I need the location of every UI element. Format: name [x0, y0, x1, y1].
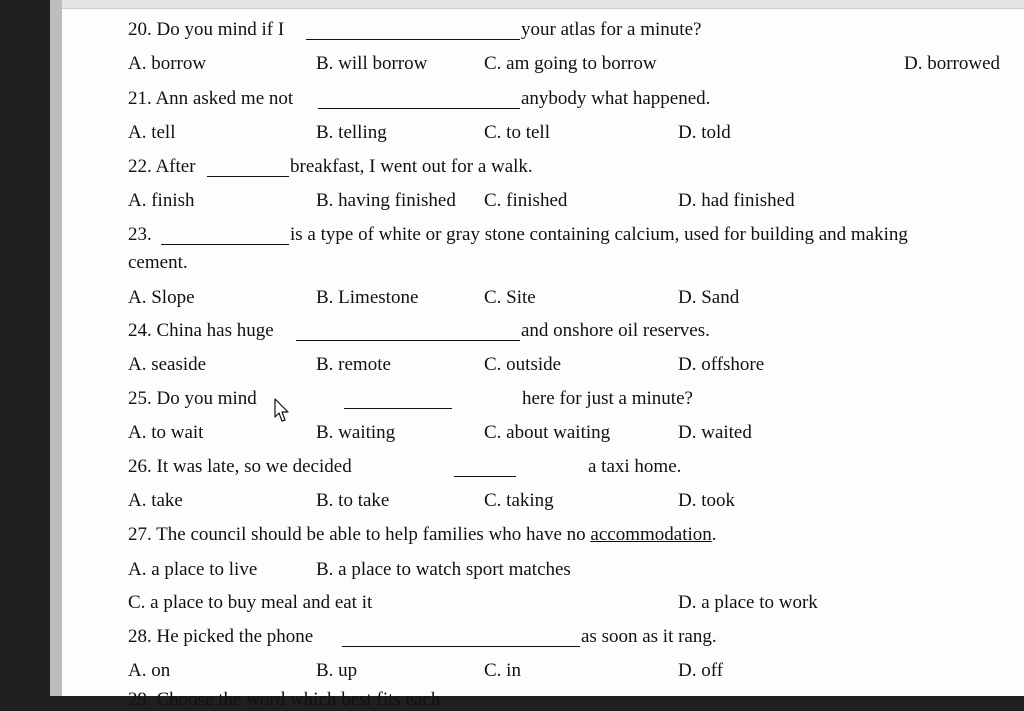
q21-option-c: C. to tell [484, 122, 550, 143]
q22-option-b: B. having finished [316, 190, 456, 211]
q25-option-d: D. waited [678, 422, 752, 443]
q27-stem-period: . [711, 524, 717, 545]
mouse-pointer-icon [274, 398, 290, 424]
q25-option-b: B. waiting [316, 422, 396, 443]
q27-option-c: C. a place to buy meal and eat it [128, 592, 373, 613]
q28-blank [342, 646, 580, 647]
q27-stem [128, 524, 717, 546]
q29-partial-line [128, 689, 628, 710]
q25-option-c: C. about waiting [484, 422, 611, 443]
q28-stem-end: as soon as it rang. [581, 626, 717, 647]
q20-option-b: B. will borrow [316, 53, 428, 74]
q27-option-b: B. a place to watch sport matches [316, 559, 571, 580]
document-page [62, 0, 1024, 710]
q22-stem: 22. After [128, 156, 196, 177]
q23-option-a: A. Slope [128, 287, 195, 308]
q26-option-a: A. take [128, 490, 183, 511]
q20-stem: 20. Do you mind if I [128, 19, 285, 40]
q25-blank [344, 408, 452, 409]
q24-option-a: A. seaside [128, 354, 207, 375]
q24-stem-end: and onshore oil reserves. [521, 320, 710, 341]
q21-blank [318, 108, 520, 109]
q21-stem: 21. Ann asked me not [128, 88, 294, 109]
q21-option-b: B. telling [316, 122, 387, 143]
q28-option-c: C. in [484, 660, 521, 681]
q24-option-c: C. outside [484, 354, 562, 375]
q20-option-d: D. borrowed [904, 53, 1001, 74]
q23-stem: is a type of white or gray stone containing calcium, used for building and making [290, 224, 908, 245]
q23-stem-cont: cement. [128, 252, 188, 273]
q22-option-d: D. had finished [678, 190, 795, 211]
q21-option-a: A. tell [128, 122, 176, 143]
ruler-strip [62, 0, 1024, 9]
page-left-edge [50, 0, 62, 696]
q23-number: 23. [128, 224, 152, 245]
q20-stem-end: your atlas for a minute? [521, 19, 702, 40]
q24-stem: 24. China has huge [128, 320, 274, 341]
q22-option-c: C. finished [484, 190, 568, 211]
q21-stem-end: anybody what happened. [521, 88, 711, 109]
q22-stem-end: breakfast, I went out for a walk. [290, 156, 533, 177]
q27-option-a: A. a place to live [128, 559, 258, 580]
q27-stem-text: 27. The council should be able to help families who have no [128, 524, 586, 545]
q26-blank [454, 476, 516, 477]
q25-option-a: A. to wait [128, 422, 204, 443]
q25-stem: 25. Do you mind [128, 388, 257, 409]
q20-blank [306, 39, 520, 40]
q28-option-a: A. on [128, 660, 171, 681]
q24-option-b: B. remote [316, 354, 391, 375]
q21-option-d: D. told [678, 122, 731, 143]
q28-stem: 28. He picked the phone [128, 626, 314, 647]
q23-option-c: C. Site [484, 287, 536, 308]
q26-stem: 26. It was late, so we decided [128, 456, 352, 477]
q24-blank [296, 340, 520, 341]
q22-blank [207, 176, 289, 177]
q23-blank [161, 244, 289, 245]
q20-option-a: A. borrow [128, 53, 207, 74]
q20-option-c: C. am going to borrow [484, 53, 657, 74]
q27-underlined-word: accommodation [590, 524, 712, 545]
q23-option-b: B. Limestone [316, 287, 419, 308]
q26-option-c: C. taking [484, 490, 554, 511]
q28-option-d: D. off [678, 660, 724, 681]
q29-stem-partial: 29. Choose the word which best fits each [128, 689, 441, 710]
q28-option-b: B. up [316, 660, 358, 681]
q26-option-d: D. took [678, 490, 735, 511]
q27-option-d: D. a place to work [678, 592, 818, 613]
q23-option-d: D. Sand [678, 287, 740, 308]
q22-option-a: A. finish [128, 190, 195, 211]
q25-stem-end: here for just a minute? [522, 388, 693, 409]
q24-option-d: D. offshore [678, 354, 765, 375]
q26-stem-end: a taxi home. [588, 456, 682, 477]
q26-option-b: B. to take [316, 490, 390, 511]
